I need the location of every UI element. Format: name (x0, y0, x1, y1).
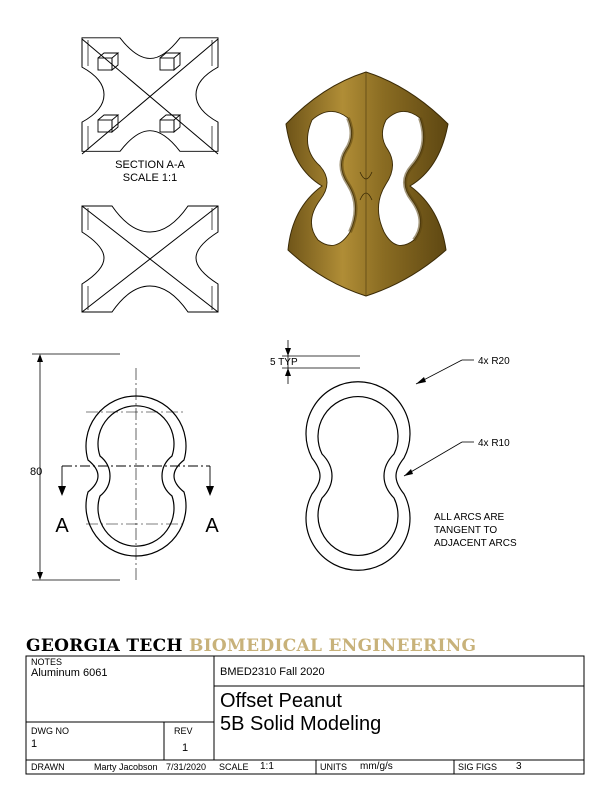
banner-department: BIOMEDICAL ENGINEERING (189, 636, 477, 656)
note-line-3: ADJACENT ARCS (434, 538, 517, 549)
drawn-date: 7/31/2020 (166, 762, 207, 772)
section-scale: SCALE 1:1 (122, 172, 178, 184)
drawn-label: DRAWN (31, 762, 65, 772)
sig-figs-value: 3 (516, 761, 522, 772)
dwg-no: 1 (31, 738, 38, 750)
banner-institution: GEORGIA TECH (26, 636, 183, 656)
dim-height: 80 (30, 466, 43, 478)
note-line-1: ALL ARCS ARE (434, 512, 505, 523)
rev-label: REV (174, 726, 193, 736)
arc-small-callout: 4x R10 (478, 438, 510, 449)
dim-thickness: 5 TYP (270, 357, 298, 368)
material: Aluminum 6061 (31, 667, 108, 679)
section-label: SECTION A-A (115, 159, 185, 171)
course: BMED2310 Fall 2020 (220, 666, 325, 678)
scale-label: SCALE (219, 762, 249, 772)
department-banner (26, 636, 476, 656)
drawn-by: Marty Jacobson (94, 762, 158, 772)
section-view-top (82, 38, 218, 154)
section-letter-right: A (205, 515, 219, 537)
section-letter-left: A (55, 515, 69, 537)
sig-figs-label: SIG FIGS (458, 762, 498, 772)
units-value: mm/g/s (360, 761, 393, 772)
arc-large-callout: 4x R20 (478, 356, 510, 367)
note-line-2: TANGENT TO (434, 525, 498, 536)
front-view (32, 354, 214, 582)
section-view-bottom (82, 206, 218, 312)
dwg-no-label: DWG NO (31, 726, 69, 736)
isometric-shaded-view (286, 72, 448, 296)
title-line-2: 5B Solid Modeling (220, 713, 382, 735)
title-line-1: Offset Peanut (220, 690, 342, 712)
notes-label: NOTES (31, 657, 63, 667)
units-label: UNITS (320, 762, 347, 772)
rev: 1 (182, 742, 189, 754)
scale-value: 1:1 (260, 761, 274, 772)
